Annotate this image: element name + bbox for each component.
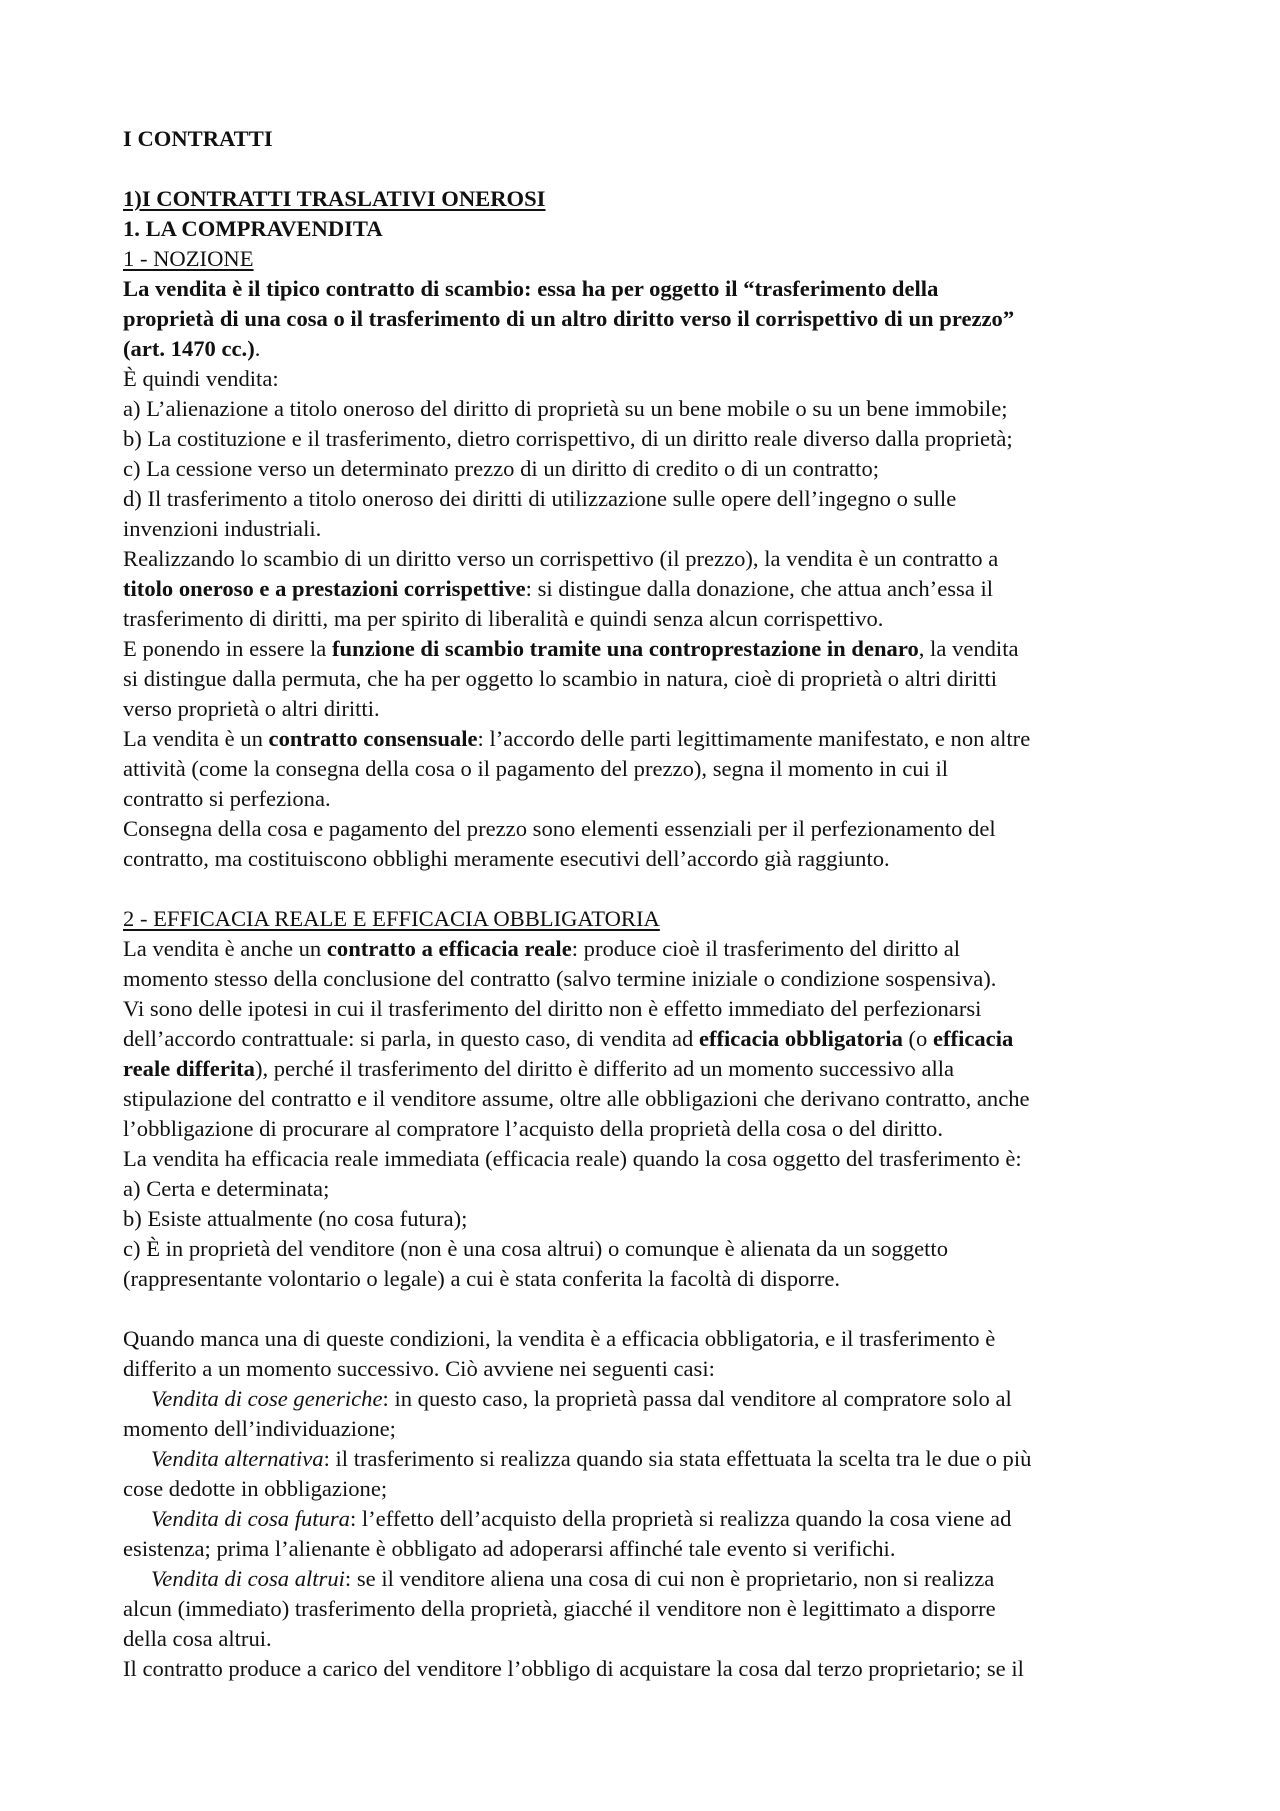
text-line <box>123 1474 1183 1504</box>
text-line <box>123 634 1183 664</box>
text-segment: contratto si perfeziona. <box>123 786 331 811</box>
text-segment: proprietà di una cosa o il trasferimento di un altro diritto verso il corrispettivo di un prezzo” <box>123 306 1015 331</box>
text-line <box>123 544 1183 574</box>
text-line <box>123 1114 1183 1144</box>
text-segment: momento stesso della conclusione del contratto (salvo termine iniziale o condizione sospensiva). <box>123 966 997 991</box>
text-line <box>123 364 1183 394</box>
text-segment: a) Certa e determinata; <box>123 1176 330 1201</box>
text-segment: alcun (immediato) trasferimento della proprietà, giacché il venditore non è legittimato a disporre <box>123 1596 996 1621</box>
text-line <box>123 1324 1183 1354</box>
blank-line <box>123 1294 1183 1324</box>
text-segment: differito a un momento successivo. Ciò avviene nei seguenti casi: <box>123 1356 715 1381</box>
text-line <box>123 1534 1183 1564</box>
text-segment: trasferimento di diritti, ma per spirito di liberalità e quindi senza alcun corrispettivo. <box>123 606 884 631</box>
text-segment: titolo oneroso e a prestazioni corrispettive <box>123 576 526 601</box>
text-line <box>123 904 1183 934</box>
text-line <box>123 454 1183 484</box>
text-line <box>123 1444 1183 1474</box>
text-line <box>123 1264 1183 1294</box>
text-segment: reale differita <box>123 1056 255 1081</box>
text-segment: cose dedotte in obbligazione; <box>123 1476 388 1501</box>
text-segment: attività (come la consegna della cosa o il pagamento del prezzo), segna il momento in cui il <box>123 756 949 781</box>
text-line <box>123 604 1183 634</box>
text-line <box>123 994 1183 1024</box>
text-segment: È quindi vendita: <box>123 366 279 391</box>
document-page <box>123 124 1183 1684</box>
text-segment: della cosa altrui. <box>123 1626 272 1651</box>
text-segment: verso proprietà o altri diritti. <box>123 696 380 721</box>
text-line <box>123 664 1183 694</box>
text-segment: (o <box>902 1026 933 1051</box>
text-segment: Vi sono delle ipotesi in cui il trasferimento del diritto non è effetto immediato del perfezionarsi <box>123 996 982 1021</box>
text-segment: funzione di scambio tramite una controprestazione in denaro <box>331 636 919 661</box>
text-segment: : si distingue dalla donazione, che attua anch’essa il <box>525 576 994 601</box>
text-line <box>123 424 1183 454</box>
text-line <box>123 1204 1183 1234</box>
text-line <box>123 1084 1183 1114</box>
text-segment: a) L’alienazione a titolo oneroso del diritto di proprietà su un bene mobile o su un bene immobile; <box>123 396 1008 421</box>
text-line <box>123 394 1183 424</box>
text-line <box>123 1414 1183 1444</box>
text-segment: Consegna della cosa e pagamento del prezzo sono elementi essenziali per il perfezionamento del <box>123 816 996 841</box>
text-segment: 1 - NOZIONE <box>123 246 254 271</box>
text-segment: Vendita di cose generiche <box>151 1386 383 1411</box>
text-line <box>123 1384 1183 1414</box>
text-segment: : se il venditore aliena una cosa di cui non è proprietario, non si realizza <box>344 1566 995 1591</box>
text-segment: dell’accordo contrattuale: si parla, in questo caso, di vendita ad <box>123 1026 699 1051</box>
text-segment: 1. LA COMPRAVENDITA <box>123 216 383 241</box>
text-line <box>123 934 1183 964</box>
text-line <box>123 1234 1183 1264</box>
text-line <box>123 1054 1183 1084</box>
text-segment: : in questo caso, la proprietà passa dal venditore al compratore solo al <box>382 1386 1012 1411</box>
text-segment: 2 - EFFICACIA REALE E EFFICACIA OBBLIGATORIA <box>123 906 660 931</box>
blank-line <box>123 874 1183 904</box>
text-line <box>123 1594 1183 1624</box>
text-segment: : produce cioè il trasferimento del diritto al <box>571 936 961 961</box>
text-segment: La vendita è il tipico contratto di scambio: essa ha per oggetto il “trasferimento della <box>123 276 939 301</box>
text-segment: efficacia <box>933 1026 1014 1051</box>
text-segment: Realizzando lo scambio di un diritto verso un corrispettivo (il prezzo), la vendita è un contratto a <box>123 546 999 571</box>
text-segment: (art. 1470 cc.) <box>123 336 255 361</box>
text-line <box>123 814 1183 844</box>
text-segment: La vendita è un <box>123 726 269 751</box>
text-segment: Vendita alternativa <box>151 1446 324 1471</box>
text-segment: momento dell’individuazione; <box>123 1416 396 1441</box>
text-segment: b) La costituzione e il trasferimento, dietro corrispettivo, di un diritto reale diverso dalla proprietà; <box>123 426 1013 451</box>
text-segment: stipulazione del contratto e il venditore assume, oltre alle obbligazioni che derivano contratto, anche <box>123 1086 1030 1111</box>
text-segment: esistenza; prima l’alienante è obbligato ad adoperarsi affinché tale evento si verifichi. <box>123 1536 896 1561</box>
text-segment: c) La cessione verso un determinato prezzo di un diritto di credito o di un contratto; <box>123 456 880 481</box>
text-line <box>123 1654 1183 1684</box>
text-line <box>123 214 1183 244</box>
text-segment: contratto consensuale <box>268 726 478 751</box>
text-segment: : l’accordo delle parti legittimamente manifestato, e non altre <box>477 726 1031 751</box>
blank-line <box>123 154 1183 184</box>
text-segment: , la vendita <box>918 636 1019 661</box>
text-segment: (rappresentante volontario o legale) a cui è stata conferita la facoltà di disporre. <box>123 1266 841 1291</box>
text-line <box>123 484 1183 514</box>
text-line <box>123 184 1183 214</box>
text-line <box>123 124 1183 154</box>
text-line <box>123 1624 1183 1654</box>
text-segment: efficacia obbligatoria <box>698 1026 903 1051</box>
text-segment: 1)I CONTRATTI TRASLATIVI ONEROSI <box>123 186 546 211</box>
text-line <box>123 1144 1183 1174</box>
text-segment: : il trasferimento si realizza quando sia stata effettuata la scelta tra le due o più <box>323 1446 1032 1471</box>
text-segment: c) È in proprietà del venditore (non è una cosa altrui) o comunque è alienata da un soggetto <box>123 1236 949 1261</box>
text-segment: l’obbligazione di procurare al compratore l’acquisto della proprietà della cosa o del diritto. <box>123 1116 943 1141</box>
text-line <box>123 1504 1183 1534</box>
text-segment: invenzioni industriali. <box>123 516 322 541</box>
text-line <box>123 694 1183 724</box>
text-line <box>123 724 1183 754</box>
text-segment: E ponendo in essere la <box>123 636 332 661</box>
text-line <box>123 1354 1183 1384</box>
text-line <box>123 1024 1183 1054</box>
text-line <box>123 1564 1183 1594</box>
text-segment: . <box>254 336 261 361</box>
text-line <box>123 574 1183 604</box>
text-segment: La vendita è anche un <box>123 936 327 961</box>
text-line <box>123 964 1183 994</box>
text-line <box>123 244 1183 274</box>
text-line <box>123 844 1183 874</box>
text-segment: Vendita di cosa futura <box>151 1506 350 1531</box>
text-segment: La vendita ha efficacia reale immediata (efficacia reale) quando la cosa oggetto del trasferimento è: <box>123 1146 1022 1171</box>
text-segment: Vendita di cosa altrui <box>151 1566 345 1591</box>
text-segment: si distingue dalla permuta, che ha per oggetto lo scambio in natura, cioè di proprietà o altri diritti <box>123 666 997 691</box>
text-line <box>123 754 1183 784</box>
text-segment: ), perché il trasferimento del diritto è differito ad un momento successivo alla <box>254 1056 955 1081</box>
text-line <box>123 1174 1183 1204</box>
text-line <box>123 274 1183 304</box>
text-line <box>123 304 1183 334</box>
text-segment: d) Il trasferimento a titolo oneroso dei diritti di utilizzazione sulle opere dell’ingegno o sulle <box>123 486 957 511</box>
text-segment: Quando manca una di queste condizioni, la vendita è a efficacia obbligatoria, e il trasferimento è <box>123 1326 996 1351</box>
text-segment: I CONTRATTI <box>123 126 273 151</box>
text-segment: b) Esiste attualmente (no cosa futura); <box>123 1206 468 1231</box>
text-line <box>123 784 1183 814</box>
text-segment: contratto a efficacia reale <box>326 936 572 961</box>
text-segment: Il contratto produce a carico del venditore l’obbligo di acquistare la cosa dal terzo proprietario; se il <box>123 1656 1024 1681</box>
text-segment: contratto, ma costituiscono obblighi meramente esecutivi dell’accordo già raggiunto. <box>123 846 890 871</box>
text-line <box>123 334 1183 364</box>
text-segment: : l’effetto dell’acquisto della proprietà si realizza quando la cosa viene ad <box>349 1506 1012 1531</box>
text-line <box>123 514 1183 544</box>
